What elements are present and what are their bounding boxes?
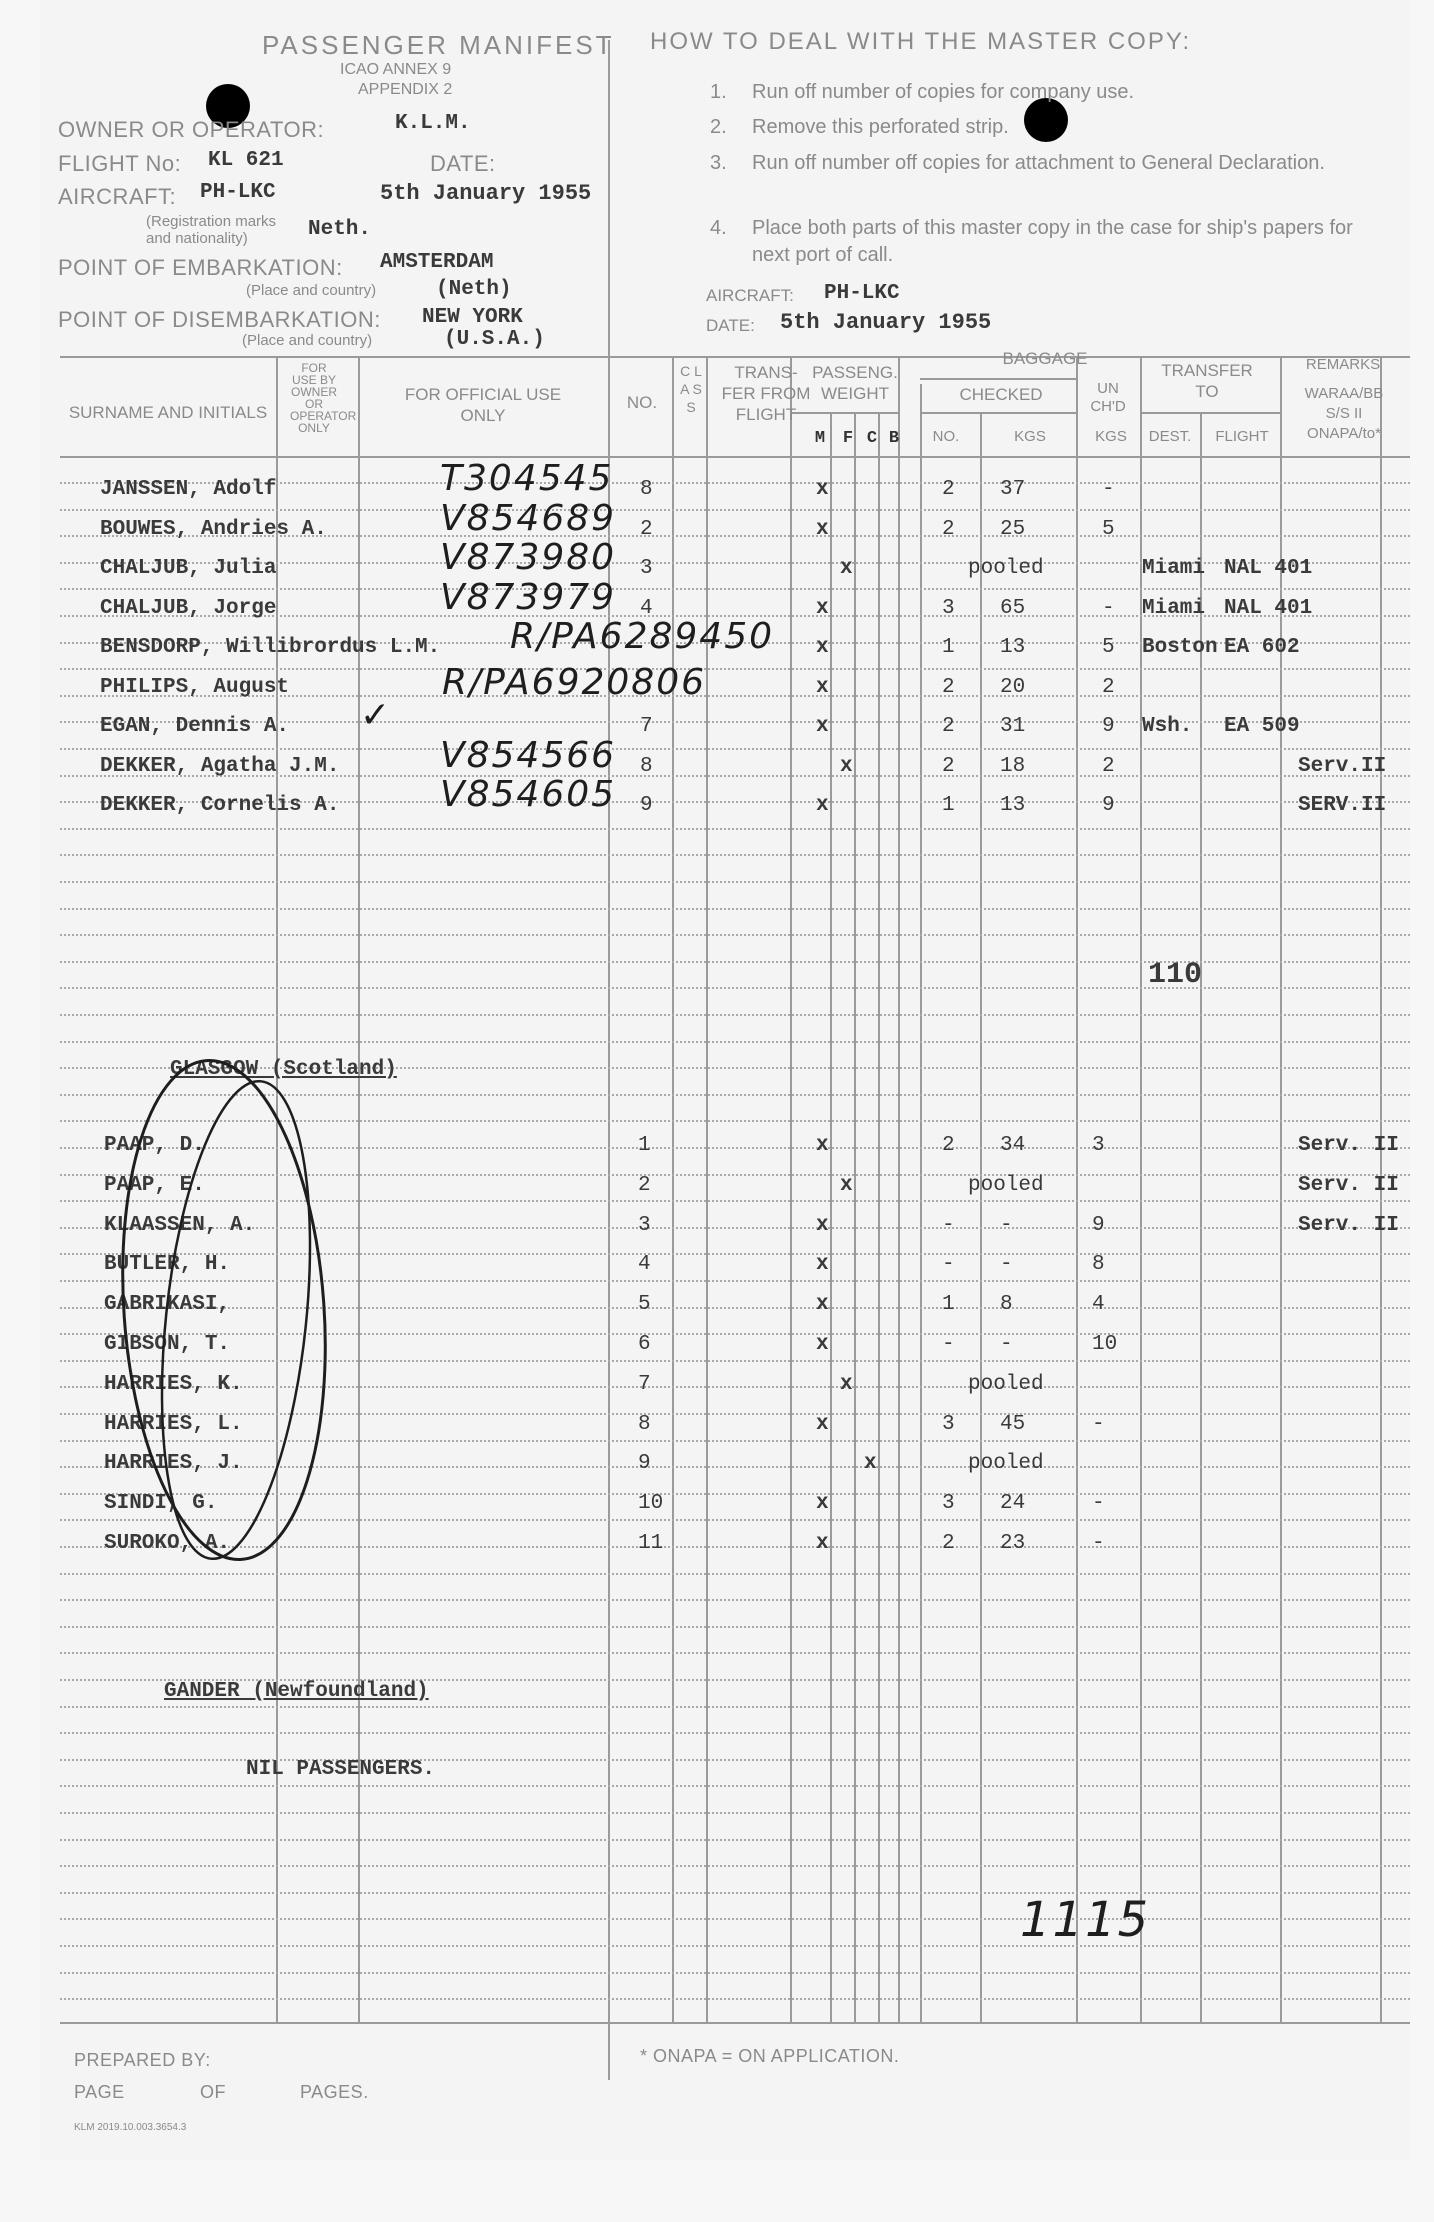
col-class: C L A S S (680, 363, 702, 415)
unchecked-kgs: 8 (1092, 1253, 1105, 1277)
bag-count: 1 (942, 636, 955, 659)
row-number: 7 (640, 715, 653, 738)
icao-annex: ICAO ANNEX 9 (340, 61, 452, 78)
weight-mark: x (816, 1333, 829, 1356)
weight-mark: x (864, 1452, 877, 1476)
row-rule (60, 1865, 1410, 1867)
row-rule (60, 1014, 1410, 1016)
bag-kgs: 24 (1000, 1492, 1026, 1516)
row-rule (60, 668, 1410, 670)
master-date-label: DATE: (706, 316, 755, 335)
official-number: V854605 (440, 774, 617, 815)
subcolumn-rule (980, 412, 982, 2022)
official-number: T304545 (440, 458, 614, 499)
prepared-by: PREPARED BY: (74, 2050, 211, 2070)
disembarkation-label: POINT OF DISEMBARKATION: (58, 307, 381, 332)
row-rule (60, 1945, 1410, 1947)
official-number: V873979 (440, 576, 617, 618)
weight-mark: x (816, 1134, 829, 1157)
row-rule (60, 1812, 1410, 1814)
weight-mark: x (840, 1372, 853, 1396)
flight-value: KL 621 (208, 149, 284, 172)
embarkation-value: AMSTERDAM (380, 251, 494, 274)
master-aircraft-value: PH-LKC (824, 282, 900, 305)
col-transfer-from: TRANS- FER FROM FLIGHT (721, 363, 811, 424)
row-number: 9 (640, 794, 653, 817)
bag-kgs: 34 (1000, 1134, 1026, 1157)
row-number: 10 (638, 1492, 664, 1516)
bag-kgs: pooled (968, 557, 1044, 580)
bag-kgs: 13 (1000, 636, 1026, 659)
baggage-total: 110 (1148, 958, 1203, 992)
onapa-note: * ONAPA = ON APPLICATION. (640, 2046, 900, 2066)
col-checked: CHECKED (959, 385, 1043, 404)
col-no: NO. (626, 393, 658, 412)
weight-mark: x (816, 1492, 829, 1516)
instruction-3: Run off number off copies for attachment to General Declaration. (752, 152, 1325, 174)
row-rule (60, 881, 1410, 883)
bag-kgs: 65 (1000, 596, 1026, 620)
weight-mark: x (816, 1253, 829, 1277)
bag-kgs: pooled (968, 1452, 1044, 1476)
passenger-name: PHILIPS, August (100, 675, 290, 699)
official-number: ✓ (360, 695, 393, 736)
row-rule (60, 1785, 1410, 1787)
hand-circle-glasgow (104, 1040, 344, 1580)
row-rule (60, 1706, 1410, 1708)
print-code: KLM 2019.10.003.3654.3 (74, 2122, 187, 2133)
subheader-rule (920, 378, 1076, 380)
unchecked-kgs: 9 (1102, 794, 1115, 817)
col-flight: FLIGHT (1215, 428, 1269, 445)
instruction-2-num: 2. (710, 116, 727, 138)
subheader-rule (1140, 412, 1280, 414)
instruction-4: Place both parts of this master copy in the case for ship's papers for next port of call. (752, 217, 1353, 266)
unchecked-kgs: - (1102, 478, 1115, 501)
bag-count: 1 (942, 794, 955, 817)
transfer-flight: EA 602 (1224, 636, 1300, 659)
col-dest: DEST. (1148, 428, 1192, 445)
row-rule (60, 1839, 1410, 1841)
row-rule (60, 1918, 1410, 1920)
transfer-flight: NAL 401 (1224, 596, 1313, 620)
col-weight-f: F (842, 429, 854, 448)
row-number: 5 (638, 1293, 651, 1317)
col-unchecked: UN CH'D (1090, 380, 1126, 415)
unchecked-kgs: 2 (1102, 754, 1115, 778)
embark-place-note: (Place and country) (246, 282, 377, 299)
weight-mark: x (816, 636, 829, 659)
row-number: 1 (638, 1134, 651, 1157)
bag-kgs: 20 (1000, 675, 1026, 699)
row-number: 2 (640, 517, 653, 541)
bag-kgs: - (1000, 1253, 1013, 1277)
col-weight-m: M (814, 429, 826, 448)
owner-value: K.L.M. (395, 112, 471, 135)
bag-count: 3 (942, 596, 955, 620)
weight-mark: x (840, 1173, 853, 1197)
official-number: R/PA6289450 (510, 616, 775, 657)
remarks: SERV.II (1298, 794, 1387, 817)
handwritten-total: 1115 (1020, 1892, 1151, 1948)
subheader-rule (920, 412, 1076, 414)
instruction-3-num: 3. (710, 152, 727, 174)
bag-count: - (942, 1333, 955, 1356)
header-bottom-rule (60, 456, 1410, 458)
row-number: 2 (638, 1173, 651, 1197)
row-rule (60, 987, 1410, 989)
weight-mark: x (816, 794, 829, 817)
row-number: 6 (638, 1333, 651, 1356)
row-rule (60, 854, 1410, 856)
bag-count: 2 (942, 675, 955, 699)
row-rule (60, 1892, 1410, 1894)
bag-kgs: - (1000, 1213, 1013, 1237)
reg-note-2: and nationality) (146, 230, 248, 247)
gander-note: NIL PASSENGERS. (246, 1758, 436, 1781)
passenger-name: DEKKER, Agatha J.M. (100, 754, 340, 778)
remarks: Serv. II (1298, 1173, 1399, 1197)
row-rule (60, 1652, 1410, 1654)
transfer-dest: Miami (1142, 596, 1206, 620)
unchecked-kgs: 9 (1092, 1213, 1105, 1237)
row-rule (60, 934, 1410, 936)
row-rule (60, 908, 1410, 910)
weight-mark: x (816, 715, 829, 738)
remarks: Serv. II (1298, 1134, 1399, 1157)
col-surname: SURNAME AND INITIALS (68, 403, 268, 422)
bag-kgs: - (1000, 1333, 1013, 1356)
weight-mark: x (816, 1213, 829, 1237)
weight-mark: x (816, 1293, 829, 1317)
passenger-name: HARRIES, L. (104, 1412, 243, 1436)
bag-kgs: pooled (968, 1372, 1044, 1396)
instruction-1-num: 1. (710, 81, 727, 103)
weight-mark: x (816, 517, 829, 541)
weight-mark: x (816, 1532, 829, 1555)
row-number: 11 (638, 1532, 664, 1555)
weight-mark: x (816, 596, 829, 620)
row-number: 3 (638, 1213, 651, 1237)
owner-label: OWNER OR OPERATOR: (58, 117, 325, 142)
date-value: 5th January 1955 (380, 181, 592, 206)
unchecked-kgs: 2 (1102, 675, 1115, 699)
official-number: V854689 (440, 497, 617, 539)
unchecked-kgs: - (1102, 596, 1115, 620)
column-rule (706, 356, 708, 2022)
bag-count: 1 (942, 1293, 955, 1317)
passenger-name: BENSDORP, Willibrordus L.M. (100, 636, 441, 659)
aircraft-label: AIRCRAFT: (58, 184, 177, 209)
embarkation-label: POINT OF EMBARKATION: (58, 255, 343, 280)
flight-label: FLIGHT No: (58, 151, 182, 176)
column-rule (1076, 356, 1078, 2022)
weight-mark: x (816, 478, 829, 501)
of-label: OF (200, 2082, 226, 2102)
unchecked-kgs: 3 (1092, 1134, 1105, 1157)
bag-kgs: 45 (1000, 1412, 1026, 1436)
row-rule (60, 1972, 1410, 1974)
date-label: DATE: (430, 151, 496, 176)
row-number: 4 (638, 1253, 651, 1277)
transfer-flight: NAL 401 (1224, 557, 1313, 580)
unchecked-kgs: 9 (1102, 715, 1115, 738)
official-number: V873980 (440, 537, 617, 578)
manifest-title: PASSENGER MANIFEST (262, 30, 615, 60)
subcolumn-rule (920, 384, 922, 2022)
column-rule (790, 356, 792, 2022)
column-rule (898, 356, 900, 2022)
instruction-1: Run off number of copies for company use. (752, 81, 1135, 103)
transfer-dest: Miami (1142, 557, 1206, 580)
instruction-4-num: 4. (710, 217, 727, 239)
bag-kgs: 8 (1000, 1293, 1013, 1317)
col-owner-use: FOR USE BY OWNER OR OPERATOR ONLY (290, 361, 357, 435)
col-kgs: KGS (1014, 428, 1046, 445)
passenger-name: PAAP, D. (104, 1134, 205, 1157)
passenger-name: PAAP, E. (104, 1173, 205, 1197)
col-weight-c: C (866, 429, 878, 448)
unchecked-kgs: 10 (1092, 1333, 1118, 1356)
reg-note-1: (Registration marks (146, 213, 277, 230)
passenger-name: EGAN, Dennis A. (100, 715, 290, 738)
bag-count: 2 (942, 715, 955, 738)
embarkation-country: (Neth) (436, 278, 512, 301)
row-rule (60, 748, 1410, 750)
unchecked-kgs: - (1092, 1412, 1105, 1436)
page-label: PAGE (74, 2082, 125, 2102)
bag-kgs: 18 (1000, 754, 1026, 778)
row-number: 8 (640, 478, 653, 501)
disembarkation-country: (U.S.A.) (444, 328, 545, 351)
row-rule (60, 828, 1410, 830)
col-remarks: REMARKS (1305, 356, 1381, 373)
passenger-name: CHALJUB, Julia (100, 557, 277, 580)
instruction-2: Remove this perforated strip. (752, 116, 1009, 138)
remarks: Serv. II (1298, 1213, 1399, 1237)
remarks: Serv.II (1298, 754, 1387, 778)
passenger-name: CHALJUB, Jorge (100, 596, 277, 620)
disembark-place-note: (Place and country) (242, 332, 373, 349)
subcolumn-rule (854, 412, 856, 2022)
passenger-name: DEKKER, Cornelis A. (100, 794, 340, 817)
bag-count: 2 (942, 478, 955, 501)
passenger-name: HARRIES, J. (104, 1452, 243, 1476)
bag-count: 2 (942, 517, 955, 541)
subcolumn-rule (830, 412, 832, 2022)
row-rule (60, 509, 1410, 511)
bag-kgs: pooled (968, 1173, 1044, 1197)
bag-count: 2 (942, 1532, 955, 1555)
gander-heading: GANDER (Newfoundland) (164, 1680, 429, 1703)
passenger-name: BOUWES, Andries A. (100, 517, 327, 541)
col-weight: PASSENG. WEIGHT (812, 363, 898, 403)
row-number: 8 (640, 754, 653, 778)
master-copy-title: HOW TO DEAL WITH THE MASTER COPY: (650, 28, 1192, 55)
passenger-name: KLAASSEN, A. (104, 1213, 256, 1237)
passenger-name: BUTLER, H. (104, 1253, 231, 1277)
row-rule (60, 1998, 1410, 2000)
master-date-value: 5th January 1955 (780, 310, 992, 335)
weight-mark: x (816, 675, 829, 699)
col-baggage: BAGGAGE (1002, 349, 1088, 368)
bag-kgs: 31 (1000, 715, 1026, 738)
subcolumn-rule (878, 412, 880, 2022)
row-rule (60, 1599, 1410, 1601)
appendix: APPENDIX 2 (358, 81, 453, 98)
passenger-name: JANSSEN, Adolf (100, 478, 277, 501)
passenger-name: HARRIES, K. (104, 1372, 243, 1396)
row-number: 4 (640, 596, 653, 620)
manifest-sheet (40, 0, 1410, 2160)
bag-kgs: 25 (1000, 517, 1026, 541)
pages-label: PAGES. (300, 2082, 369, 2102)
transfer-dest: Boston (1142, 636, 1218, 659)
row-number: 3 (640, 557, 653, 580)
col-weight-b: B (888, 429, 900, 448)
unchecked-kgs: 5 (1102, 636, 1115, 659)
row-number: 8 (638, 1412, 651, 1436)
passenger-name: GABRIKASI, (104, 1293, 231, 1317)
bag-count: 3 (942, 1412, 955, 1436)
col-official: FOR OFFICIAL USE ONLY (404, 385, 562, 425)
row-rule (60, 961, 1410, 963)
row-number: 7 (638, 1372, 651, 1396)
bag-kgs: 13 (1000, 794, 1026, 817)
unchecked-kgs: 4 (1092, 1293, 1105, 1317)
bag-count: 2 (942, 1134, 955, 1157)
official-number: R/PA6920806 (442, 661, 707, 703)
column-rule (672, 356, 674, 2022)
passenger-name: GIBSON, T. (104, 1333, 231, 1356)
unchecked-kgs: - (1092, 1492, 1105, 1516)
row-number: 9 (638, 1452, 651, 1476)
bag-count: - (942, 1213, 955, 1237)
table-top-rule (60, 356, 1410, 358)
table-bottom-rule (60, 2022, 1410, 2024)
transfer-dest: Wsh. (1142, 715, 1193, 738)
official-number: V854566 (440, 734, 617, 776)
col-remarks-codes: WARAA/BB S/S II ONAPA/to* (1304, 385, 1384, 442)
bag-kgs: 23 (1000, 1532, 1026, 1555)
nationality-value: Neth. (308, 218, 372, 241)
transfer-flight: EA 509 (1224, 715, 1300, 738)
master-aircraft-label: AIRCRAFT: (706, 286, 794, 305)
weight-mark: x (840, 754, 853, 778)
row-rule (60, 588, 1410, 590)
bag-count: - (942, 1253, 955, 1277)
weight-mark: x (816, 1412, 829, 1436)
weight-mark: x (840, 557, 853, 580)
row-rule (60, 1626, 1410, 1628)
passenger-name: SINDI, G. (104, 1492, 218, 1516)
bag-kgs: 37 (1000, 478, 1026, 501)
unchecked-kgs: 5 (1102, 517, 1115, 541)
row-rule (60, 1732, 1410, 1734)
aircraft-value: PH-LKC (200, 181, 276, 204)
unchecked-kgs: - (1092, 1532, 1105, 1555)
col-kgs-unchd: KGS (1095, 428, 1127, 445)
col-transfer-to: TRANSFER TO (1161, 361, 1253, 401)
passenger-name: SUROKO, A. (104, 1532, 231, 1555)
bag-count: 3 (942, 1492, 955, 1516)
col-bag-no: NO. (932, 428, 960, 445)
glasgow-heading: GLASGOW (Scotland) (170, 1058, 397, 1081)
disembarkation-value: NEW YORK (422, 306, 523, 329)
bag-count: 2 (942, 754, 955, 778)
